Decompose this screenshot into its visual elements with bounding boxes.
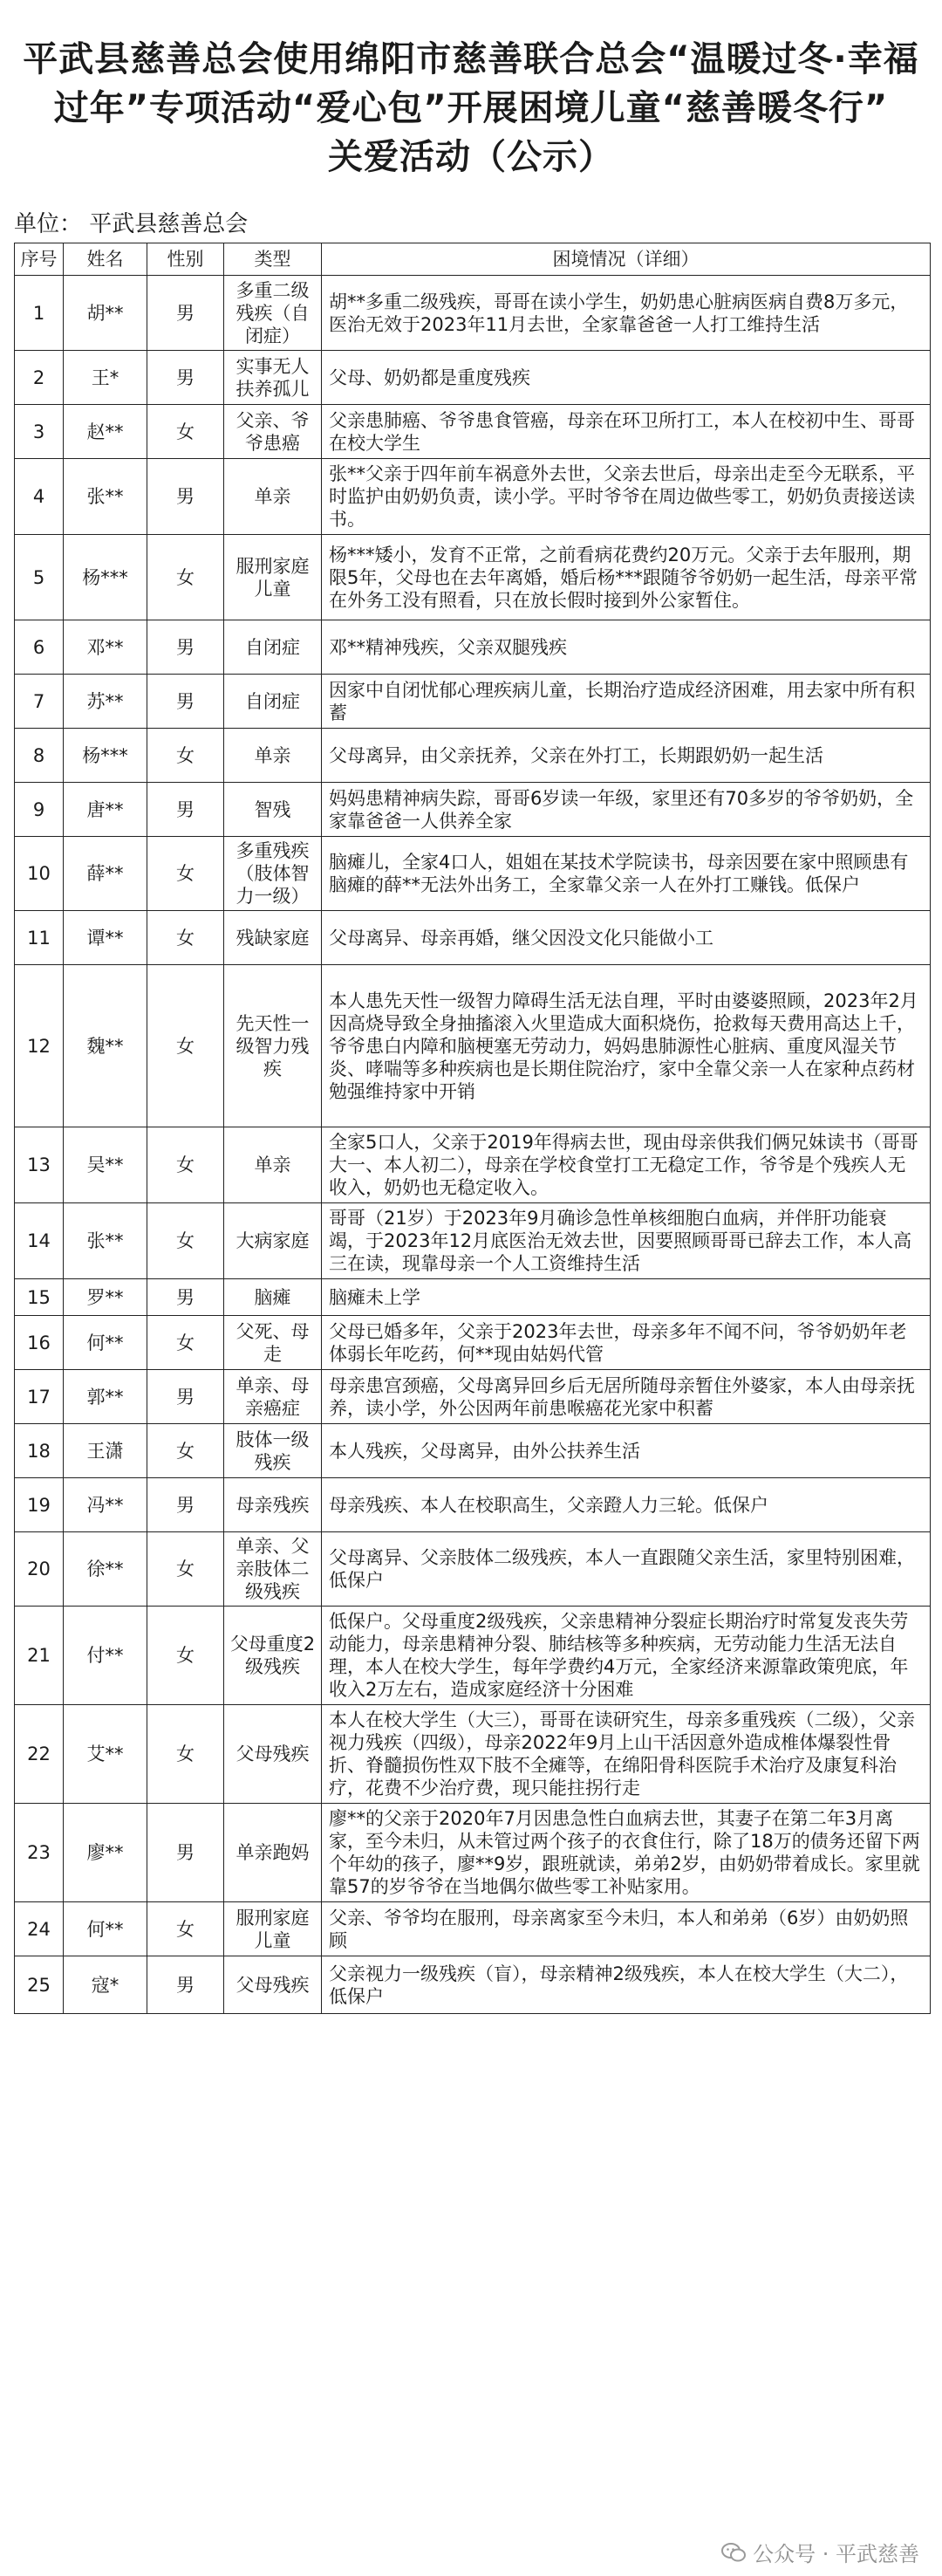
row-number: 6 [15, 620, 64, 675]
row-detail: 邓**精神残疾，父亲双腿残疾 [322, 620, 931, 675]
row-detail: 本人残疾，父母离异，由外公扶养生活 [322, 1424, 931, 1478]
row-gender: 女 [147, 729, 224, 783]
row-gender: 女 [147, 1902, 224, 1956]
row-type: 父母重度2级残疾 [224, 1607, 322, 1705]
row-detail: 脑瘫儿，全家4口人，姐姐在某技术学院读书，母亲因要在家中照顾患有脑瘫的薛**无法外出务工，全家靠父亲一人在外打工赚钱。低保户 [322, 837, 931, 911]
table-row [15, 1705, 931, 1804]
row-number: 11 [15, 911, 64, 965]
header-name: 姓名 [64, 243, 147, 276]
row-number: 3 [15, 405, 64, 459]
row-gender: 女 [147, 405, 224, 459]
row-gender: 女 [147, 911, 224, 965]
row-type: 单亲、母亲癌症 [224, 1370, 322, 1424]
row-gender: 女 [147, 965, 224, 1127]
row-type: 父母残疾 [224, 1956, 322, 2014]
row-name: 魏** [64, 965, 147, 1127]
table-row [15, 1424, 931, 1478]
row-number: 22 [15, 1705, 64, 1804]
row-gender: 女 [147, 1705, 224, 1804]
watermark [721, 2537, 919, 2567]
row-number: 5 [15, 535, 64, 620]
header-detail: 困境情况（详细） [322, 243, 931, 276]
header-type: 类型 [224, 243, 322, 276]
row-number: 12 [15, 965, 64, 1127]
table-row [15, 1804, 931, 1902]
row-gender: 男 [147, 783, 224, 837]
row-type: 残缺家庭 [224, 911, 322, 965]
table-body [15, 276, 931, 2014]
title-line-1: 平武县慈善总会使用绵阳市慈善联合总会“温暖过冬·幸福 [23, 39, 919, 79]
row-gender: 男 [147, 459, 224, 535]
watermark-text: 公众号 · 平武慈善 [753, 2542, 919, 2566]
row-type: 先天性一级智力残疾 [224, 965, 322, 1127]
row-detail: 张**父亲于四年前车祸意外去世，父亲去世后，母亲出走至今无联系，平时监护由奶奶负责，读小学。平时爷爷在周边做些零工，奶奶负责接送读书。 [322, 459, 931, 535]
row-number: 20 [15, 1532, 64, 1607]
row-name: 艾** [64, 1705, 147, 1804]
row-type: 脑瘫 [224, 1279, 322, 1316]
row-type: 服刑家庭儿童 [224, 1902, 322, 1956]
table-row [15, 1956, 931, 2014]
row-type: 肢体一级残疾 [224, 1424, 322, 1478]
table-row [15, 1607, 931, 1705]
row-type: 服刑家庭儿童 [224, 535, 322, 620]
row-type: 自闭症 [224, 675, 322, 729]
row-name: 邓** [64, 620, 147, 675]
table-row [15, 1478, 931, 1532]
row-number: 8 [15, 729, 64, 783]
table-row [15, 351, 931, 405]
row-type: 父亲、爷爷患癌 [224, 405, 322, 459]
row-name: 张** [64, 459, 147, 535]
row-name: 徐** [64, 1532, 147, 1607]
row-detail: 本人在校大学生（大三），哥哥在读研究生，母亲多重残疾（二级），父亲视力残疾（四级），母亲2022年9月上山干活因意外造成椎体爆裂性骨折、脊髓损伤性双下肢不全瘫等，在绵阳骨科医院手术治疗及康复科治疗，花费不少治疗费，现只能拄拐行走 [322, 1705, 931, 1804]
row-gender: 男 [147, 1956, 224, 2014]
row-detail: 本人患先天性一级智力障碍生活无法自理，平时由婆婆照顾，2023年2月因高烧导致全身抽搐滚入火里造成大面积烧伤，抢救每天费用高达上千，爷爷患白内障和脑梗塞无劳动力，妈妈患肺源性心脏病、重度风湿关节炎、哮喘等多种疾病也是长期住院治疗，家中全靠父亲一人在家种点药材勉强维持家中开销 [322, 965, 931, 1127]
header-no: 序号 [15, 243, 64, 276]
row-name: 张** [64, 1203, 147, 1279]
row-name: 何** [64, 1316, 147, 1370]
row-number: 7 [15, 675, 64, 729]
row-detail: 父亲患肺癌、爷爷患食管癌，母亲在环卫所打工，本人在校初中生、哥哥在校大学生 [322, 405, 931, 459]
table-row [15, 1203, 931, 1279]
row-number: 9 [15, 783, 64, 837]
row-detail: 父母离异、父亲肢体二级残疾，本人一直跟随父亲生活，家里特别困难，低保户 [322, 1532, 931, 1607]
row-name: 王* [64, 351, 147, 405]
row-detail: 妈妈患精神病失踪，哥哥6岁读一年级，家里还有70多岁的爷爷奶奶，全家靠爸爸一人供养全家 [322, 783, 931, 837]
row-type: 智残 [224, 783, 322, 837]
row-detail: 父母离异、母亲再婚，继父因没文化只能做小工 [322, 911, 931, 965]
row-number: 25 [15, 1956, 64, 2014]
row-type: 多重残疾（肢体智力一级） [224, 837, 322, 911]
row-gender: 男 [147, 351, 224, 405]
row-number: 10 [15, 837, 64, 911]
table-row [15, 620, 931, 675]
row-number: 21 [15, 1607, 64, 1705]
row-type: 大病家庭 [224, 1203, 322, 1279]
unit-label: 单位： 平武县慈善总会 [14, 211, 249, 237]
row-detail: 杨***矮小，发育不正常，之前看病花费约20万元。父亲于去年服刑，期限5年，父母也在去年离婚，婚后杨***跟随爷爷奶奶一起生活，母亲平常在外务工没有照看，只在放长假时接到外公家暂住。 [322, 535, 931, 620]
table-row [15, 405, 931, 459]
row-name: 薛** [64, 837, 147, 911]
row-type: 单亲 [224, 729, 322, 783]
row-gender: 女 [147, 1203, 224, 1279]
table-row [15, 1370, 931, 1424]
row-detail: 父母、奶奶都是重度残疾 [322, 351, 931, 405]
row-detail: 因家中自闭忧郁心理疾病儿童，长期治疗造成经济困难，用去家中所有积蓄 [322, 675, 931, 729]
row-gender: 男 [147, 1478, 224, 1532]
table-row [15, 729, 931, 783]
row-gender: 男 [147, 1370, 224, 1424]
table-row [15, 675, 931, 729]
row-name: 寇* [64, 1956, 147, 2014]
row-gender: 女 [147, 1607, 224, 1705]
table-row [15, 1532, 931, 1607]
row-number: 24 [15, 1902, 64, 1956]
row-gender: 男 [147, 1804, 224, 1902]
document-page [10, 0, 932, 2576]
row-gender: 女 [147, 1424, 224, 1478]
row-name: 付** [64, 1607, 147, 1705]
row-number: 13 [15, 1127, 64, 1203]
row-type: 单亲 [224, 459, 322, 535]
row-detail: 父母已婚多年，父亲于2023年去世，母亲多年不闻不问，爷爷奶奶年老体弱长年吃药，何**现由姑妈代管 [322, 1316, 931, 1370]
row-detail: 父母离异，由父亲抚养，父亲在外打工，长期跟奶奶一起生活 [322, 729, 931, 783]
row-name: 唐** [64, 783, 147, 837]
document-title [10, 35, 932, 182]
title-line-3: 关爱活动（公示） [328, 137, 614, 177]
row-gender: 女 [147, 837, 224, 911]
table-row [15, 276, 931, 351]
row-number: 23 [15, 1804, 64, 1902]
row-name: 杨*** [64, 729, 147, 783]
row-gender: 男 [147, 620, 224, 675]
row-name: 胡** [64, 276, 147, 351]
header-gender: 性别 [147, 243, 224, 276]
row-name: 何** [64, 1902, 147, 1956]
row-number: 4 [15, 459, 64, 535]
row-detail: 胡**多重二级残疾，哥哥在读小学生，奶奶患心脏病医病自费8万多元，医治无效于2023年11月去世，全家靠爸爸一人打工维持生活 [322, 276, 931, 351]
row-name: 罗** [64, 1279, 147, 1316]
row-type: 父死、母走 [224, 1316, 322, 1370]
beneficiary-table [14, 243, 931, 2014]
row-type: 单亲跑妈 [224, 1804, 322, 1902]
row-name: 杨*** [64, 535, 147, 620]
row-detail: 低保户。父母重度2级残疾，父亲患精神分裂症长期治疗时常复发丧失劳动能力，母亲患精神分裂、肺结核等多种疾病，无劳动能力生活无法自理，本人在校大学生，每年学费约4万元，全家经济来源靠政策兜底，年收入2万左右，造成家庭经济十分困难 [322, 1607, 931, 1705]
row-gender: 男 [147, 1279, 224, 1316]
row-number: 2 [15, 351, 64, 405]
table-row [15, 1316, 931, 1370]
row-type: 单亲、父亲肢体二级残疾 [224, 1532, 322, 1607]
row-detail: 母亲残疾、本人在校职高生，父亲蹬人力三轮。低保户 [322, 1478, 931, 1532]
row-name: 王潇 [64, 1424, 147, 1478]
row-number: 14 [15, 1203, 64, 1279]
row-name: 苏** [64, 675, 147, 729]
table-row [15, 1127, 931, 1203]
row-number: 18 [15, 1424, 64, 1478]
table-row [15, 911, 931, 965]
row-number: 1 [15, 276, 64, 351]
row-name: 谭** [64, 911, 147, 965]
row-detail: 父亲、爷爷均在服刑，母亲离家至今未归，本人和弟弟（6岁）由奶奶照顾 [322, 1902, 931, 1956]
row-gender: 女 [147, 1316, 224, 1370]
table-row [15, 1902, 931, 1956]
table-row [15, 535, 931, 620]
title-line-2: 过年”专项活动“爱心包”开展困境儿童“慈善暖冬行” [53, 88, 889, 128]
row-type: 单亲 [224, 1127, 322, 1203]
row-gender: 女 [147, 535, 224, 620]
row-detail: 父亲视力一级残疾（盲），母亲精神2级残疾，本人在校大学生（大二），低保户 [322, 1956, 931, 2014]
row-detail: 全家5口人，父亲于2019年得病去世，现由母亲供我们俩兄妹读书（哥哥大一、本人初二），母亲在学校食堂打工无稳定工作，爷爷是个残疾人无收入，奶奶也无稳定收入。 [322, 1127, 931, 1203]
row-type: 多重二级残疾（自闭症） [224, 276, 322, 351]
table-row [15, 837, 931, 911]
row-name: 吴** [64, 1127, 147, 1203]
row-detail: 母亲患宫颈癌，父母离异回乡后无居所随母亲暂住外婆家，本人由母亲抚养，读小学，外公因两年前患喉癌花光家中积蓄 [322, 1370, 931, 1424]
row-type: 父母残疾 [224, 1705, 322, 1804]
row-type: 自闭症 [224, 620, 322, 675]
table-row [15, 783, 931, 837]
row-name: 赵** [64, 405, 147, 459]
row-type: 实事无人扶养孤儿 [224, 351, 322, 405]
wechat-icon [721, 2542, 746, 2563]
row-type: 母亲残疾 [224, 1478, 322, 1532]
table-row [15, 1279, 931, 1316]
table-row [15, 965, 931, 1127]
row-detail: 哥哥（21岁）于2023年9月确诊急性单核细胞白血病，并伴肝功能衰竭，于2023年12月底医治无效去世，因要照顾哥哥已辞去工作，本人高三在读，现靠母亲一个人工资维持生活 [322, 1203, 931, 1279]
row-detail: 脑瘫未上学 [322, 1279, 931, 1316]
row-number: 15 [15, 1279, 64, 1316]
row-name: 廖** [64, 1804, 147, 1902]
row-number: 19 [15, 1478, 64, 1532]
row-name: 冯** [64, 1478, 147, 1532]
table-row [15, 459, 931, 535]
row-number: 17 [15, 1370, 64, 1424]
row-number: 16 [15, 1316, 64, 1370]
row-gender: 男 [147, 276, 224, 351]
table-header-row [15, 243, 931, 276]
row-name: 郭** [64, 1370, 147, 1424]
row-gender: 女 [147, 1127, 224, 1203]
row-gender: 男 [147, 675, 224, 729]
row-detail: 廖**的父亲于2020年7月因患急性白血病去世，其妻子在第二年3月离家，至今未归，从未管过两个孩子的衣食住行，除了18万的债务还留下两个年幼的孩子，廖**9岁，跟班就读，弟弟2岁，由奶奶带着成长。家里就靠57的岁爷爷在当地偶尔做些零工补贴家用。 [322, 1804, 931, 1902]
row-gender: 女 [147, 1532, 224, 1607]
